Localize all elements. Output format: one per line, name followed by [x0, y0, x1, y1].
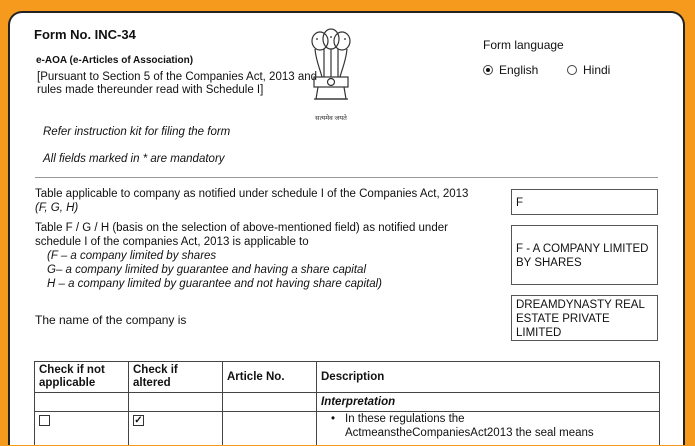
- col-header-altered: Check if altered: [129, 362, 223, 393]
- altered-checkbox[interactable]: ✓: [134, 415, 143, 427]
- instruction-kit-note: Refer instruction kit for filing the form: [43, 126, 231, 138]
- form-language-label: Form language: [483, 38, 564, 52]
- table-applicable-hint: (F, G, H): [35, 202, 79, 214]
- form-page: [8, 11, 685, 445]
- table-row: [35, 412, 660, 446]
- table-applicable-label: Table applicable to company as notified under schedule I of the Companies Act, 2013: [35, 188, 469, 200]
- company-name-label: The name of the company is: [35, 313, 187, 327]
- description-cell: [317, 412, 660, 446]
- language-radio-english[interactable]: [483, 63, 538, 77]
- altered-cell: [129, 412, 223, 446]
- col-header-description: Description: [317, 362, 660, 393]
- article-no-cell[interactable]: [223, 412, 317, 446]
- language-option-label: English: [499, 63, 539, 77]
- description-line: [331, 412, 655, 426]
- radio-unselected-icon[interactable]: [567, 65, 577, 75]
- table-applicable-field[interactable]: F: [511, 189, 658, 215]
- option-h-text: H – a company limited by guarantee and not having share capital): [47, 278, 382, 290]
- bullet-icon: •: [331, 413, 336, 425]
- language-radio-hindi[interactable]: [567, 63, 610, 77]
- empty-cell: [223, 393, 317, 412]
- col-header-not-applicable: Check if not applicable: [35, 362, 129, 393]
- section-title: Interpretation: [317, 393, 660, 412]
- articles-header-row: [35, 362, 660, 393]
- not-applicable-checkbox[interactable]: [39, 415, 50, 426]
- radio-selected-icon[interactable]: [483, 65, 493, 75]
- section-row: [35, 393, 660, 412]
- description-text: In these regulations the: [345, 413, 465, 425]
- emblem-graphic: [306, 27, 356, 111]
- articles-table: [34, 361, 660, 445]
- table-type-label-cont: schedule I of the companies Act, 2013 is applicable to: [35, 236, 309, 248]
- table-type-label: Table F / G / H (basis on the selection of above-mentioned field) as notified under: [35, 222, 448, 234]
- pursuant-note: [Pursuant to Section 5 of the Companies Act, 2013 and rules made thereunder read with Schedule I]: [37, 71, 318, 96]
- form-subtitle: e-AOA (e-Articles of Association): [36, 55, 194, 66]
- company-name-field[interactable]: DREAMDYNASTY REAL ESTATE PRIVATE LIMITED: [511, 295, 658, 341]
- empty-cell: [35, 393, 129, 412]
- empty-cell: [129, 393, 223, 412]
- section-divider: [35, 177, 658, 178]
- description-text-cont: ActmeanstheCompaniesAct2013 the seal means: [345, 427, 594, 439]
- not-applicable-cell: [35, 412, 129, 446]
- table-type-field[interactable]: F - A COMPANY LIMITED BY SHARES: [511, 225, 658, 285]
- option-f-text: (F – a company limited by shares: [47, 250, 217, 262]
- option-g-text: G– a company limited by guarantee and having a share capital: [47, 264, 367, 276]
- emblem-caption: सत्यमेव जयते: [315, 115, 347, 122]
- state-emblem-icon: [306, 27, 356, 122]
- language-option-label: Hindi: [583, 63, 611, 77]
- mandatory-note: All fields marked in * are mandatory: [43, 153, 225, 165]
- form-number: Form No. INC-34: [34, 27, 136, 42]
- col-header-article-no: Article No.: [223, 362, 317, 393]
